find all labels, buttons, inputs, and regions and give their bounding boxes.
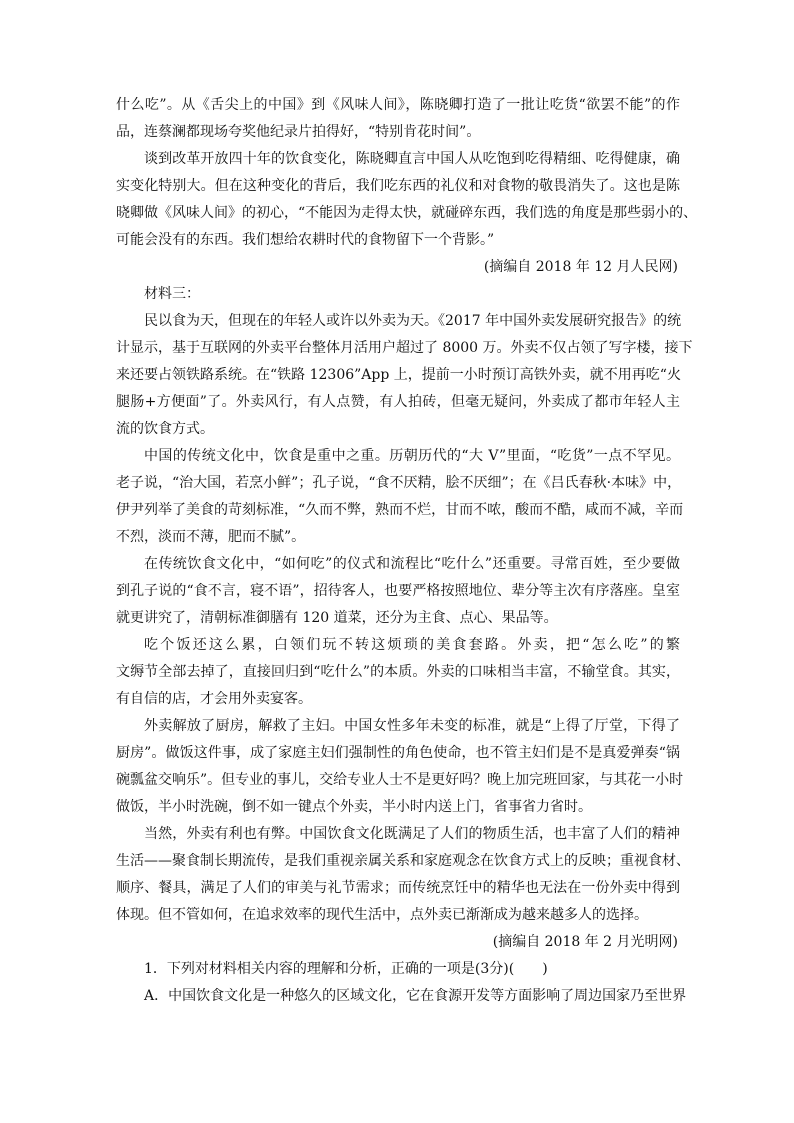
text-line: 外卖解放了厨房，解救了主妇。中国女性多年未变的标准，就是“上得了厅堂，下得了 [144, 718, 680, 734]
text-line: 来还要占领铁路系统。在“铁路 12306”App 上，提前一小时预订高铁外卖，就不用再吃“火 [116, 367, 681, 383]
text-line: 吃个饭还这么累，白领们玩不转这烦琐的美食套路。外卖，把“怎么吃”的繁 [144, 637, 680, 653]
text-line: 老子说，“治大国，若烹小鲜”；孔子说，“食不厌精，脍不厌细”；在《吕氏春秋·本味》中， [116, 475, 682, 491]
text-line: 不烈，淡而不薄，肥而不腻”。 [116, 529, 306, 545]
text-line: (摘编自 2018 年 12 月人民网) [483, 259, 678, 275]
text-line: 民以食为天，但现在的年轻人或许以外卖为天。《2017 年中国外卖发展研究报告》的统 [144, 313, 682, 329]
text-line: 什么吃”。从《舌尖上的中国》到《风味人间》，陈晓卿打造了一批让吃货“欲罢不能”的作 [116, 97, 680, 113]
text-line: 厨房”。做饭这件事，成了家庭主妇们强制性的角色使命，也不管主妇们是不是真爱弹奏“锅 [116, 745, 680, 761]
text-line: A．中国饮食文化是一种悠久的区域文化，它在食源开发等方面影响了周边国家乃至世界 [144, 988, 687, 1004]
text-line: 材料三： [144, 286, 200, 302]
text-line: 谈到改革开放四十年的饮食变化，陈晓卿直言中国人从吃饱到吃得精细、吃得健康，确 [144, 151, 680, 167]
text-line: 中国的传统文化中，饮食是重中之重。历朝历代的“大 V”里面，“吃货”一点不罕见。 [144, 448, 680, 464]
text-line: 流的饮食方式。 [116, 421, 214, 437]
text-line: 晓卿做《风味人间》的初心，“不能因为走得太快，就碰碎东西，我们选的角度是那些弱小的、 [116, 205, 698, 221]
text-line: 腿肠+方便面”了。外卖风行，有人点赞，有人拍砖，但毫无疑问，外卖成了都市年轻人主 [116, 394, 680, 410]
text-line: 实变化特别大。但在这种变化的背后，我们吃东西的礼仪和对食物的敬畏消失了。这也是陈 [116, 178, 680, 194]
document-page [116, 92, 698, 1010]
text-line: 计显示，基于互联网的外卖平台整体月活用户超过了 8000 万。外卖不仅占领了写字楼，接下 [116, 340, 693, 356]
text-line: 文缛节全部去掉了，直接回归到“吃什么”的本质。外卖的口味相当丰富，不输堂食。其实， [116, 664, 680, 680]
text-line: 碗瓢盆交响乐”。但专业的事儿，交给专业人士不是更好吗？晚上加完班回家，与其花一小时 [116, 772, 684, 788]
text-line: 伊尹列举了美食的苛刻标准，“久而不弊，熟而不烂，甘而不哝，酸而不酷，咸而不减，辛而 [116, 502, 684, 518]
text-line: 在传统饮食文化中，“如何吃”的仪式和流程比“吃什么”还重要。寻常百姓，至少要做 [144, 556, 680, 572]
text-line: 到孔子说的“食不言，寝不语”，招待客人，也要严格按照地位、辈分等主次有序落座。皇室 [116, 583, 680, 599]
text-line: 当然，外卖有利也有弊。中国饮食文化既满足了人们的物质生活，也丰富了人们的精神 [144, 826, 680, 842]
text-line: 顺序、餐具，满足了人们的审美与礼节需求；而传统烹饪中的精华也无法在一份外卖中得到 [116, 880, 680, 896]
text-line: 品，连蔡澜都现场夸奖他纪录片拍得好，“特别肯花时间”。 [116, 124, 481, 140]
text-line: (摘编自 2018 年 2 月光明网) [492, 934, 678, 950]
text-line: 体现。但不管如何，在追求效率的现代生活中，点外卖已渐渐成为越来越多人的选择。 [116, 907, 648, 923]
text-line: 可能会没有的东西。我们想给农耕时代的食物留下一个背影。” [116, 232, 495, 248]
text-line: 1．下列对材料相关内容的理解和分析，正确的一项是(3分)( ) [144, 961, 548, 977]
text-line: 生活——聚食制长期流传，是我们重视亲属关系和家庭观念在饮食方式上的反映；重视食材、 [116, 853, 690, 869]
text-line: 有自信的店，才会用外卖宴客。 [116, 691, 312, 707]
text-line: 做饭，半小时洗碗，倒不如一键点个外卖，半小时内送上门，省事省力省时。 [116, 799, 592, 815]
text-line: 就更讲究了，清朝标准御膳有 120 道菜，还分为主食、点心、果品等。 [116, 610, 558, 626]
